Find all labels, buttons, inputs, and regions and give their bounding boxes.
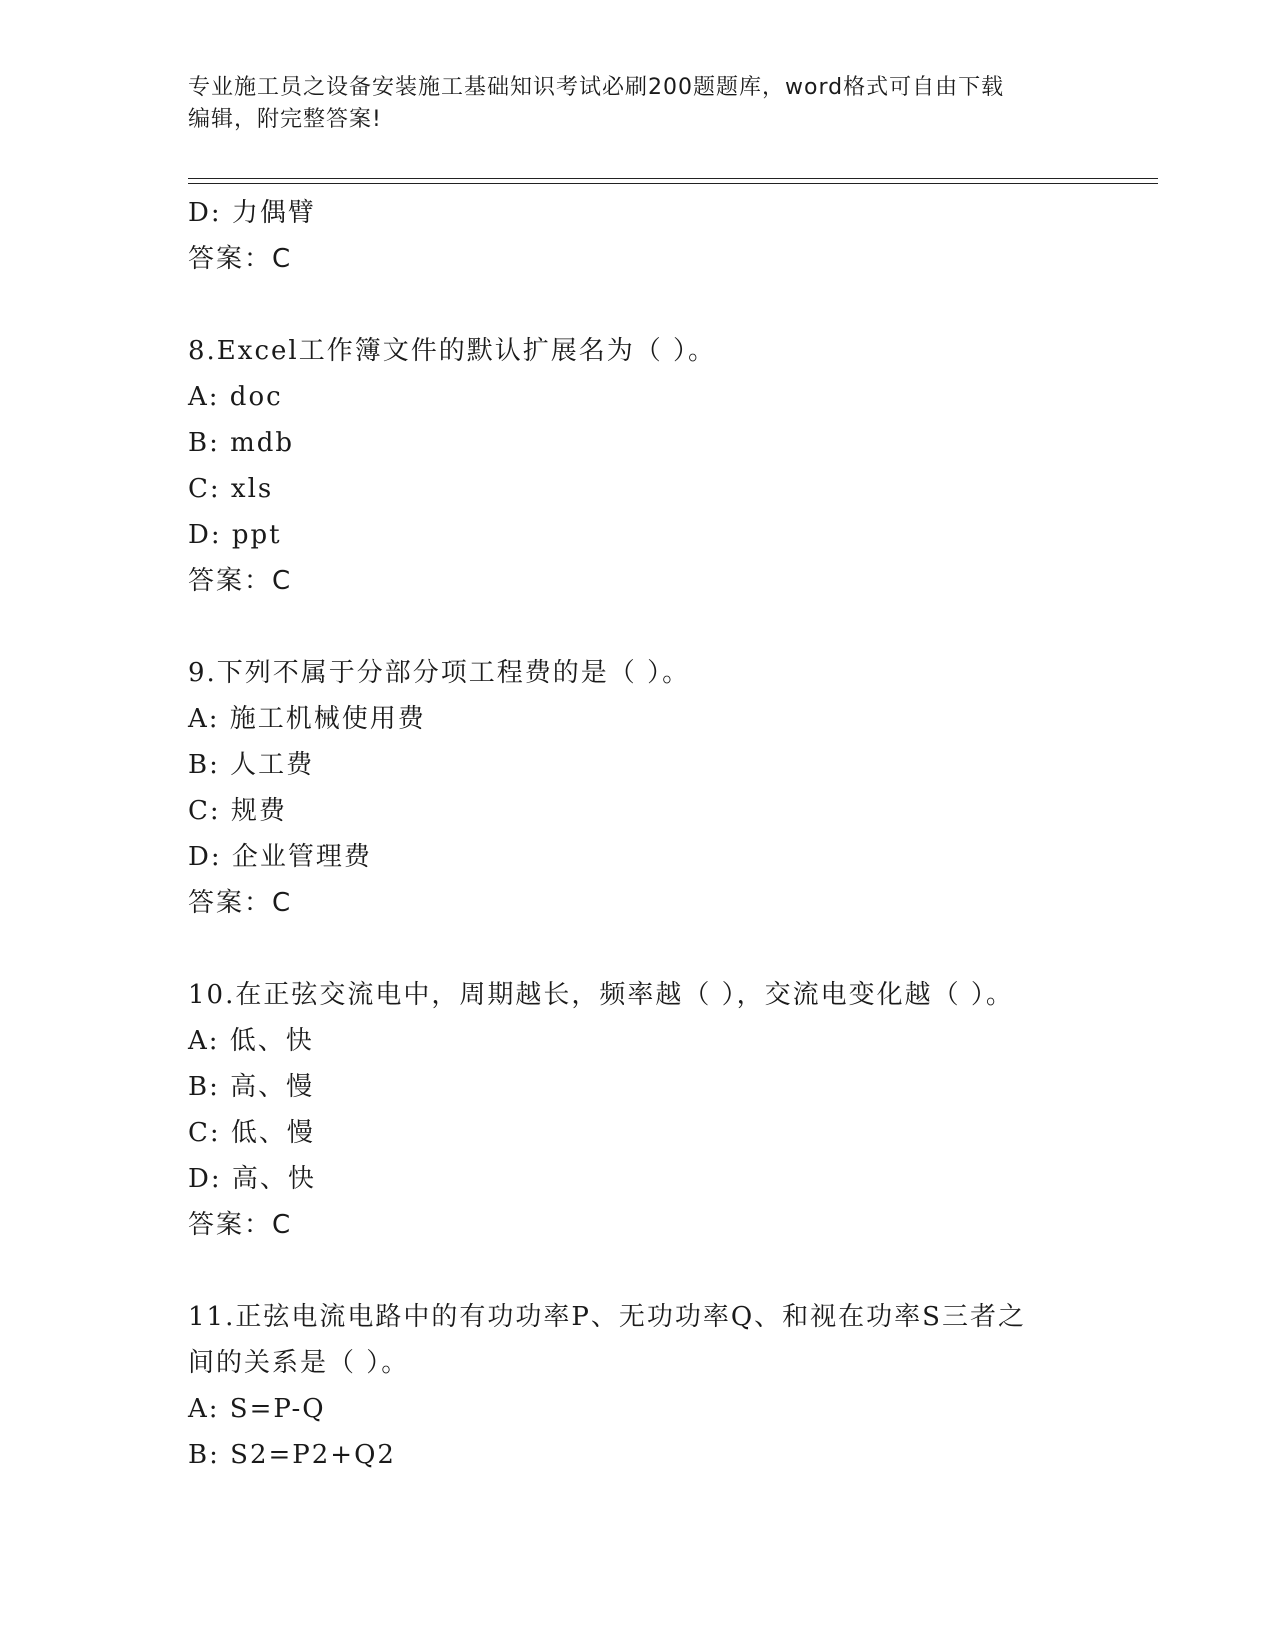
q9-option-a: A: 施工机械使用费: [188, 704, 426, 734]
q9-answer: 答案：C: [188, 888, 293, 918]
q7-option-d: D: 力偶臂: [188, 198, 316, 228]
q10-answer: 答案：C: [188, 1210, 293, 1240]
q9-option-b: B: 人工费: [188, 750, 315, 780]
q8-option-d: D: ppt: [188, 520, 282, 550]
spacer: [188, 282, 1118, 328]
q10-option-d: D: 高、快: [188, 1164, 316, 1194]
q8-question: 8.Excel工作簿文件的默认扩展名为（ ）。: [188, 336, 716, 366]
q9-question: 9.下列不属于分部分项工程费的是（ ）。: [188, 658, 691, 688]
header-title-line1: 专业施工员之设备安装施工基础知识考试必刷200题题库，word格式可自由下载: [188, 75, 1005, 100]
spacer: [188, 604, 1118, 650]
q10-option-b: B: 高、慢: [188, 1072, 315, 1102]
spacer: [188, 1248, 1118, 1294]
q11-option-b: B: S2=P2+Q2: [188, 1440, 396, 1470]
q8-option-b: B: mdb: [188, 428, 295, 458]
spacer: [188, 926, 1118, 972]
q11-question-line2: 间的关系是（ ）。: [188, 1348, 410, 1378]
q11-option-a: A: S=P-Q: [188, 1394, 326, 1424]
q7-answer: 答案：C: [188, 244, 293, 274]
q11-question-line1: 11.正弦电流电路中的有功功率P、无功功率Q、和视在功率S三者之: [188, 1302, 1026, 1332]
q8-answer: 答案：C: [188, 566, 293, 596]
q8-option-a: A: doc: [188, 382, 283, 412]
q9-option-d: D: 企业管理费: [188, 842, 372, 872]
q9-option-c: C: 规费: [188, 796, 287, 826]
q10-option-c: C: 低、慢: [188, 1118, 315, 1148]
header-divider-top: [188, 178, 1158, 179]
q10-question: 10.在正弦交流电中，周期越长，频率越（ ），交流电变化越（ ）。: [188, 980, 1014, 1010]
question-list: [188, 190, 1118, 1478]
document-header: [188, 72, 1088, 136]
q8-option-c: C: xls: [188, 474, 274, 504]
q10-option-a: A: 低、快: [188, 1026, 314, 1056]
header-title-line2: 编辑，附完整答案!: [188, 107, 382, 132]
header-divider-bottom: [188, 183, 1158, 184]
